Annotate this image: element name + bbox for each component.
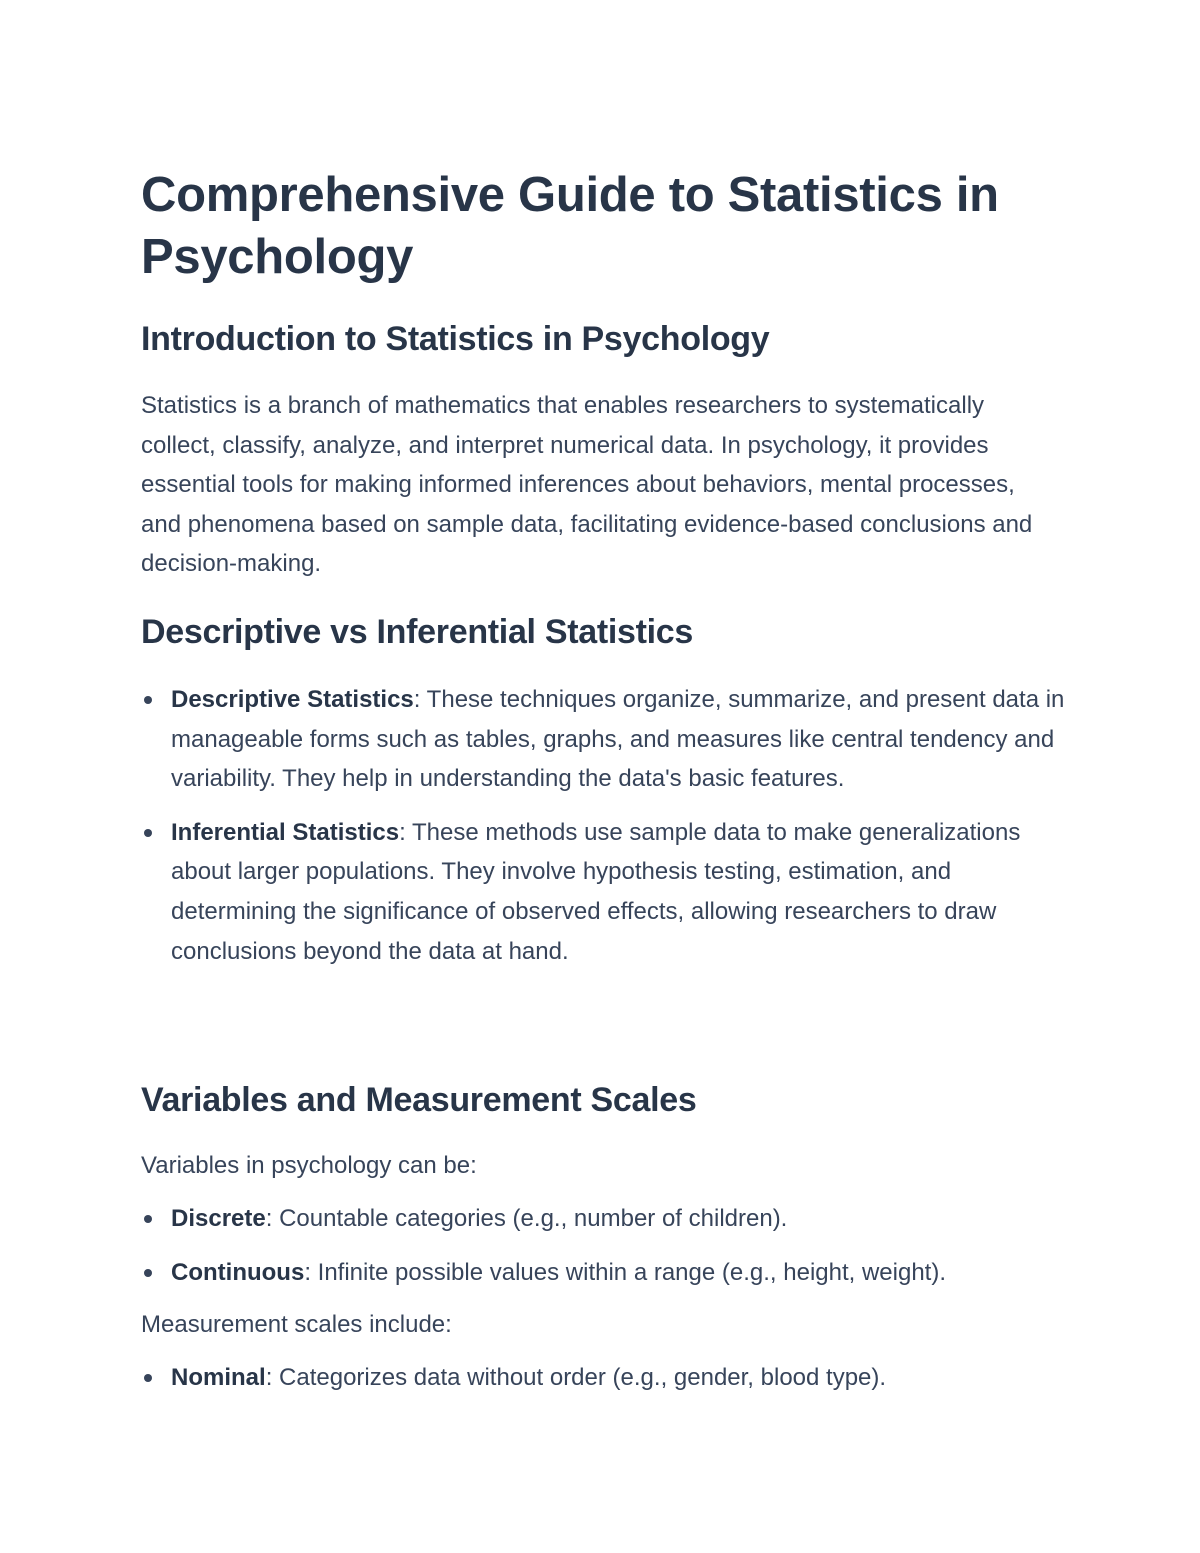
desc-descriptive: : These techniques organize, summarize, and present data in manageable forms such as tables, graphs, and measures like central tendency and variability. They help in understanding the data's basic features. (171, 686, 1065, 793)
scales-list (141, 1358, 1071, 1398)
section-heading-variables: Variables and Measurement Scales (141, 1081, 697, 1119)
bullet-icon (144, 829, 152, 837)
list-item-discrete (141, 1199, 1071, 1239)
term-nominal: Nominal (171, 1364, 266, 1391)
list-item-nominal (141, 1358, 1071, 1398)
section-heading-descriptive-inferential: Descriptive vs Inferential Statistics (141, 613, 694, 651)
term-discrete: Discrete (171, 1205, 266, 1232)
variable-types-list (141, 1199, 1071, 1292)
desc-discrete: : Countable categories (e.g., number of children). (265, 1205, 788, 1232)
list-item-descriptive (141, 680, 1071, 799)
desc-continuous: : Infinite possible values within a range (e.g., height, weight). (304, 1258, 947, 1286)
bullet-icon (144, 1374, 152, 1382)
intro-paragraph: Statistics is a branch of mathematics that enables researchers to systematically collect, classify, analyze, and interpret numerical data. In psychology, it provides essential tools for making informed inferences about behaviors, mental processes, and phenomena based on sample data, facilitating evidence-based conclusions and decision-making. (141, 392, 1033, 578)
term-continuous: Continuous (171, 1258, 305, 1286)
list-item-continuous (141, 1253, 1071, 1293)
section-heading-intro: Introduction to Statistics in Psychology (141, 320, 770, 358)
desc-nominal: : Categorizes data without order (e.g., gender, blood type). (265, 1364, 887, 1391)
variables-intro: Variables in psychology can be: (141, 1152, 477, 1179)
term-descriptive: Descriptive Statistics (171, 686, 414, 713)
term-inferential: Inferential Statistics (171, 818, 400, 846)
desc-inferential: : These methods use sample data to make generalizations about larger populations. They involve hypothesis testing, estimation, and determining the significance of observed effects, allowing researchers to draw conclusions beyond the data at hand. (171, 818, 1021, 965)
bullet-icon (144, 1269, 152, 1277)
document-title: Comprehensive Guide to Statistics in Psychology (141, 168, 999, 284)
list-item-inferential (141, 813, 1071, 971)
bullet-icon (144, 696, 152, 704)
scales-intro: Measurement scales include: (141, 1311, 452, 1338)
bullet-icon (144, 1215, 152, 1223)
descriptive-inferential-list (141, 680, 1071, 971)
